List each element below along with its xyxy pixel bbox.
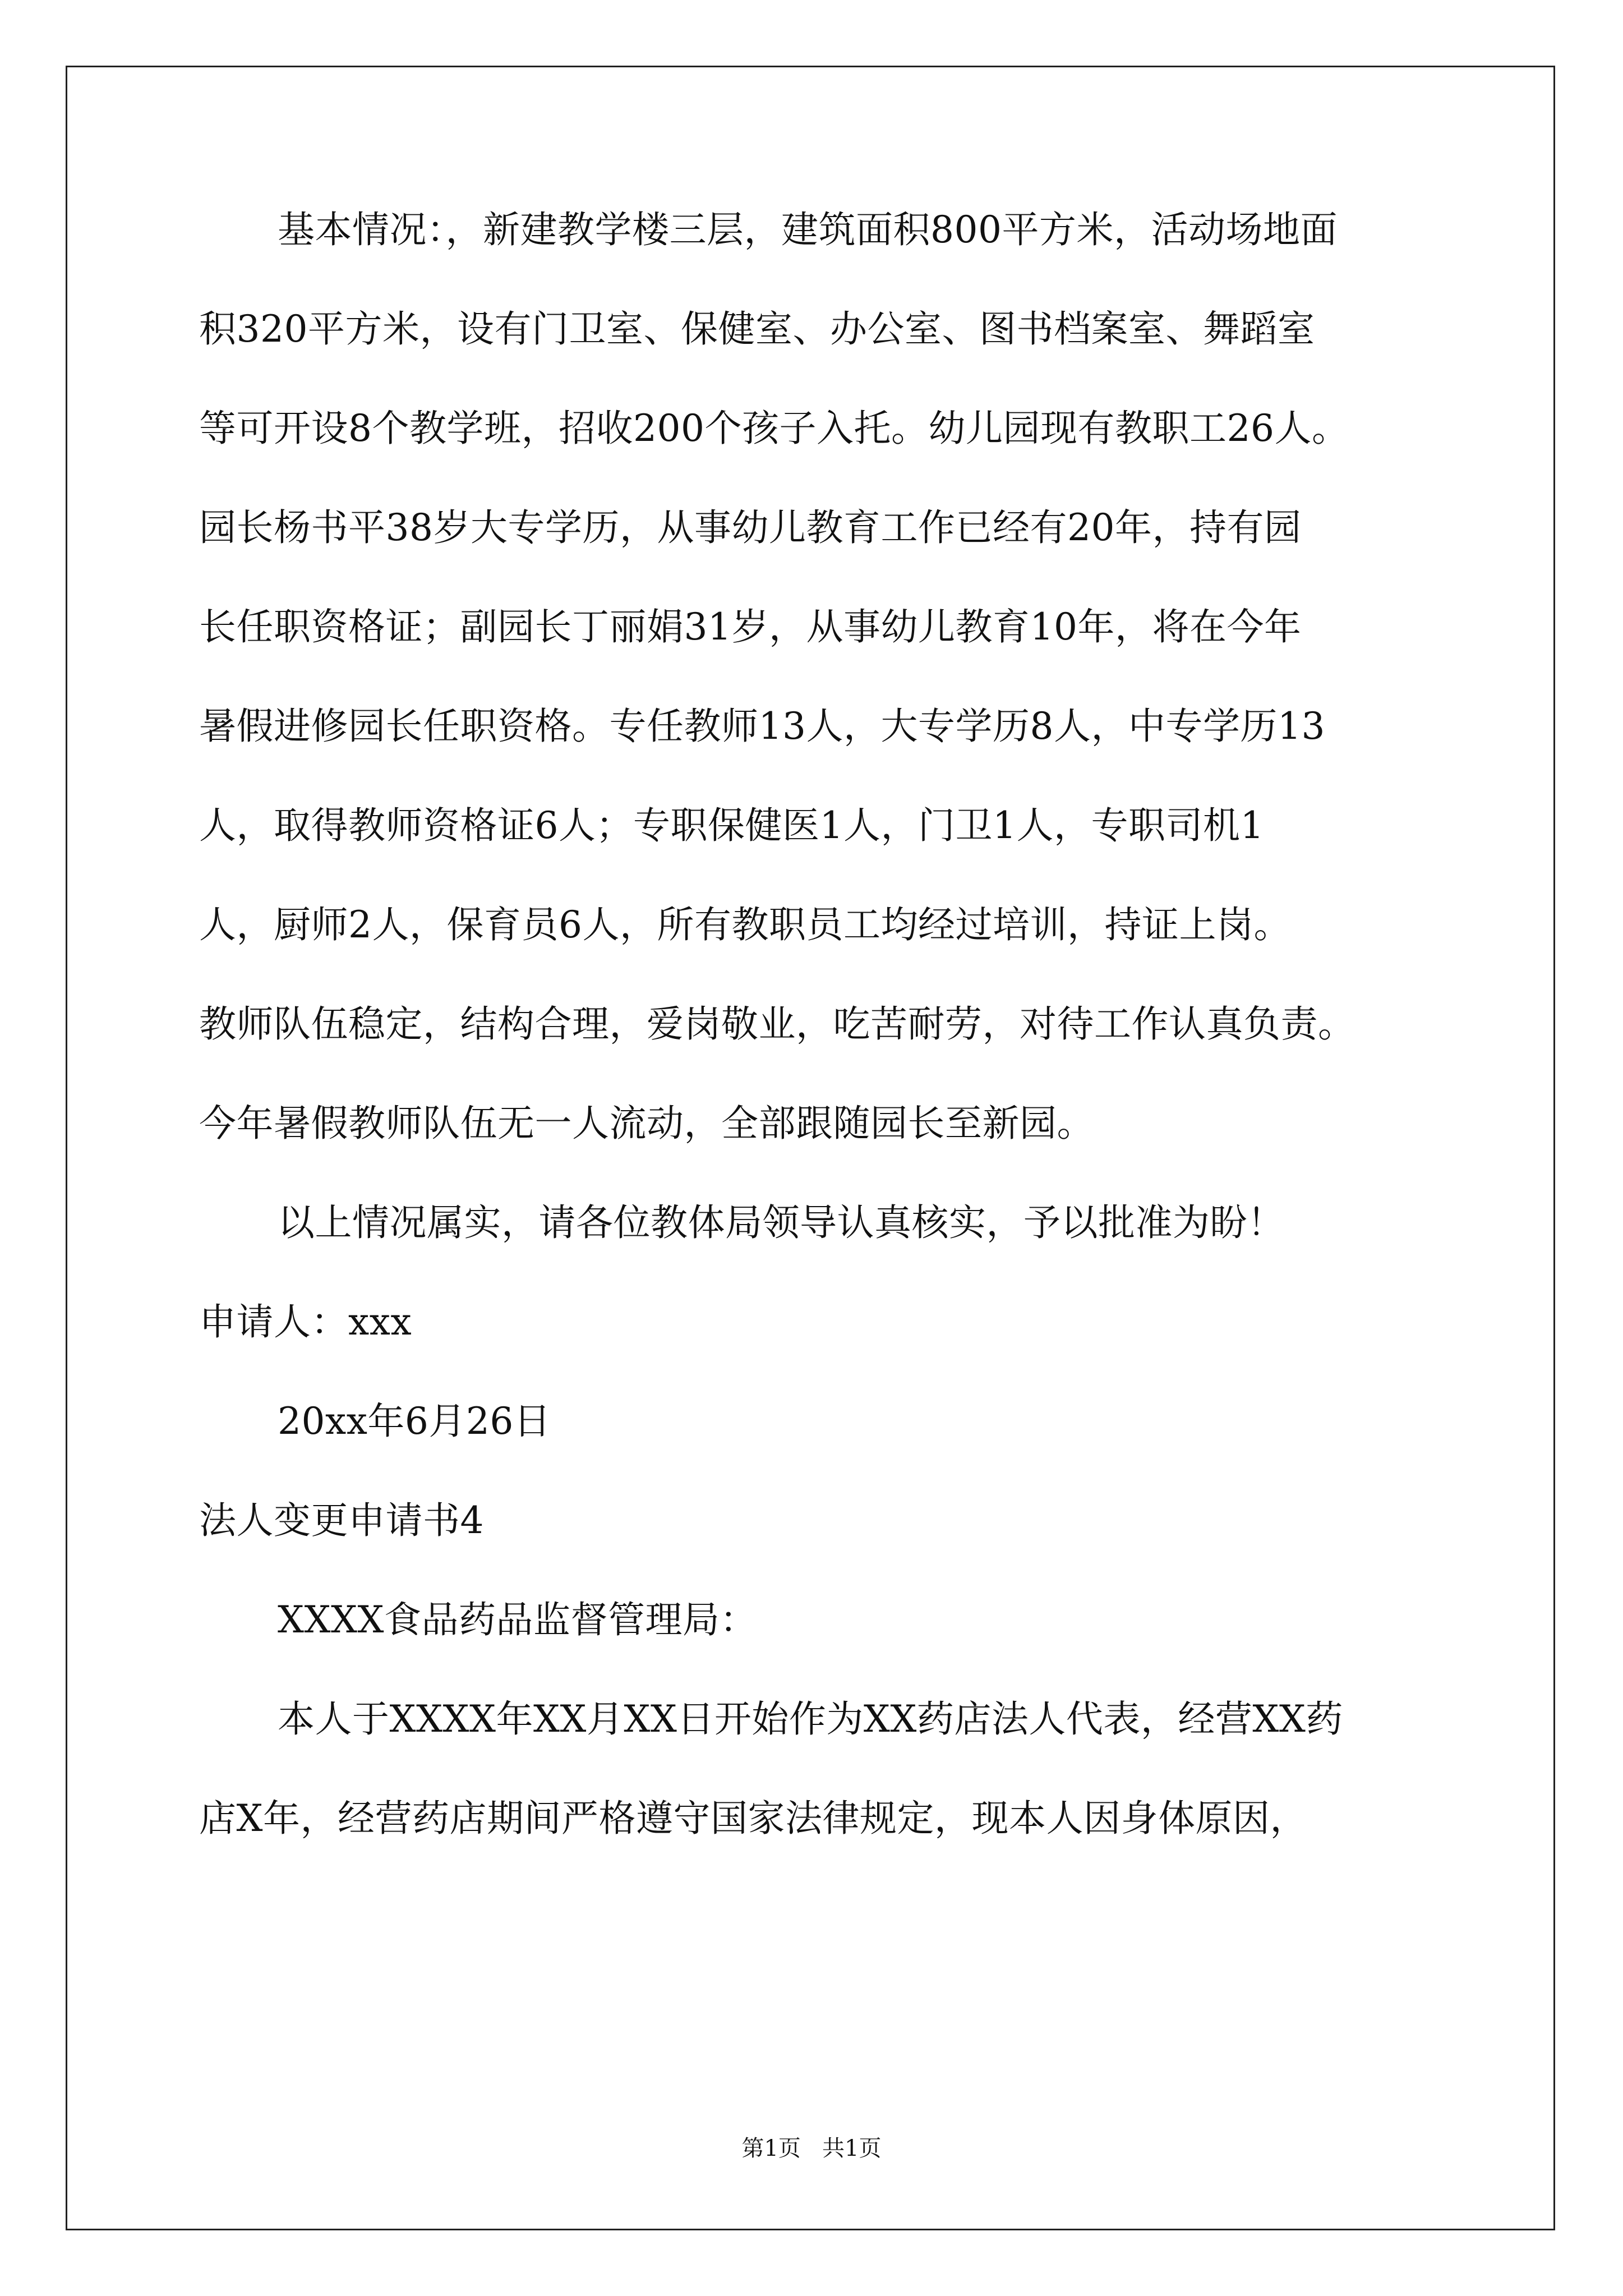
text-line: 人，厨师2人，保育员6人，所有教职员工均经过培训，持证上岗。 bbox=[199, 903, 1291, 946]
text-line: 以上情况属实，请各位教体局领导认真核实，予以批准为盼！ bbox=[278, 1201, 1285, 1244]
text-line: 今年暑假教师队伍无一人流动，全部跟随园长至新园。 bbox=[199, 1102, 1094, 1145]
text-line: 等可开设8个教学班，招收200个孩子入托。幼儿园现有教职工26人。 bbox=[199, 407, 1349, 450]
text-line: 园长杨书平38岁大专学历，从事幼儿教育工作已经有20年，持有园 bbox=[199, 506, 1302, 549]
text-line: 人，取得教师资格证6人；专职保健医1人，门卫1人，专职司机1 bbox=[199, 804, 1264, 847]
applicant-line: 申请人：xxx bbox=[199, 1300, 412, 1343]
text-line: 本人于XXXX年XX月XX日开始作为XX药店法人代表，经营XX药 bbox=[278, 1697, 1343, 1741]
text-line: 暑假进修园长任职资格。专任教师13人，大专学历8人，中专学历13 bbox=[199, 705, 1325, 748]
date-line: 20xx年6月26日 bbox=[278, 1400, 551, 1443]
text-line: 积320平方米，设有门卫室、保健室、办公室、图书档案室、舞蹈室 bbox=[199, 307, 1315, 351]
text-line: 店X年，经营药店期间严格遵守国家法律规定，现本人因身体原因， bbox=[199, 1797, 1307, 1840]
page-footer: 第1页 共1页 bbox=[741, 2136, 882, 2161]
text-line: 基本情况：，新建教学楼三层，建筑面积800平方米，活动场地面 bbox=[278, 208, 1338, 251]
text-line: 长任职资格证；副园长丁丽娟31岁，从事幼儿教育10年，将在今年 bbox=[199, 605, 1302, 648]
section-title: 法人变更申请书4 bbox=[199, 1499, 484, 1542]
addressee-line: XXXX食品药品监督管理局： bbox=[278, 1598, 757, 1641]
text-line: 教师队伍稳定，结构合理，爱岗敬业，吃苦耐劳，对待工作认真负责。 bbox=[199, 1002, 1355, 1046]
